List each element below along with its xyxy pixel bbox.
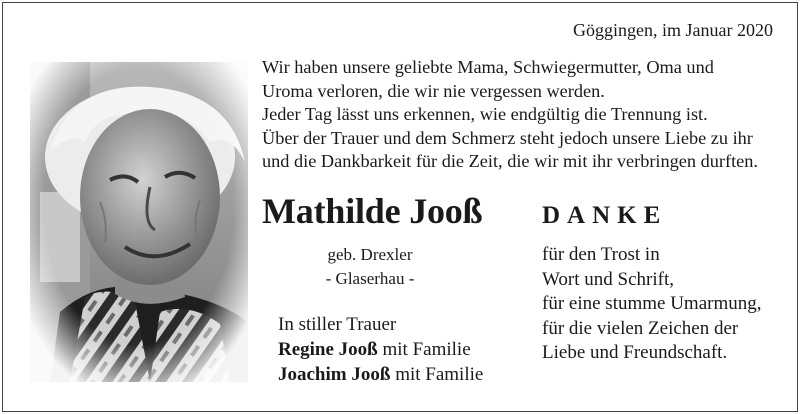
danke-line: Liebe und Freundschaft.: [542, 342, 728, 363]
mourner-line: [278, 362, 483, 387]
mourner-name: Regine Jooß: [278, 339, 378, 360]
danke-title: DANKE: [542, 202, 668, 229]
place-date: Göggingen, im Januar 2020: [573, 20, 773, 40]
intro-line: und die Dankbarkeit für die Zeit, die wir mit ihr verbringen durften.: [262, 151, 758, 171]
danke-line: Wort und Schrift,: [542, 268, 674, 290]
deceased-details: [300, 243, 440, 291]
mourner-line: [278, 337, 483, 362]
birth-name: geb. Drexler: [327, 245, 413, 264]
danke-text: [542, 243, 762, 366]
mourners-block: [278, 312, 483, 387]
portrait-photo: [30, 62, 248, 382]
intro-line: Wir haben unsere geliebte Mama, Schwiegermutter, Oma und: [262, 57, 714, 77]
mourner-suffix: mit Familie: [390, 364, 484, 385]
mourner-name: Joachim Jooß: [278, 364, 391, 385]
mourning-intro: In stiller Trauer: [278, 314, 397, 335]
mourner-suffix: mit Familie: [377, 339, 471, 360]
deceased-name: Mathilde Jooß: [262, 191, 483, 231]
danke-line: für den Trost in: [542, 244, 660, 265]
intro-text: [262, 56, 792, 174]
intro-line: Über der Trauer und dem Schmerz steht jedoch unsere Liebe zu ihr: [262, 127, 753, 148]
intro-line: Jeder Tag lässt uns erkennen, wie endgültig die Trennung ist.: [262, 104, 708, 124]
danke-line: für eine stumme Umarmung,: [542, 293, 762, 314]
danke-line: für die vielen Zeichen der: [542, 317, 739, 339]
origin: - Glaserhau -: [325, 269, 415, 288]
intro-line: Uroma verloren, die wir nie vergessen werden.: [262, 80, 605, 101]
